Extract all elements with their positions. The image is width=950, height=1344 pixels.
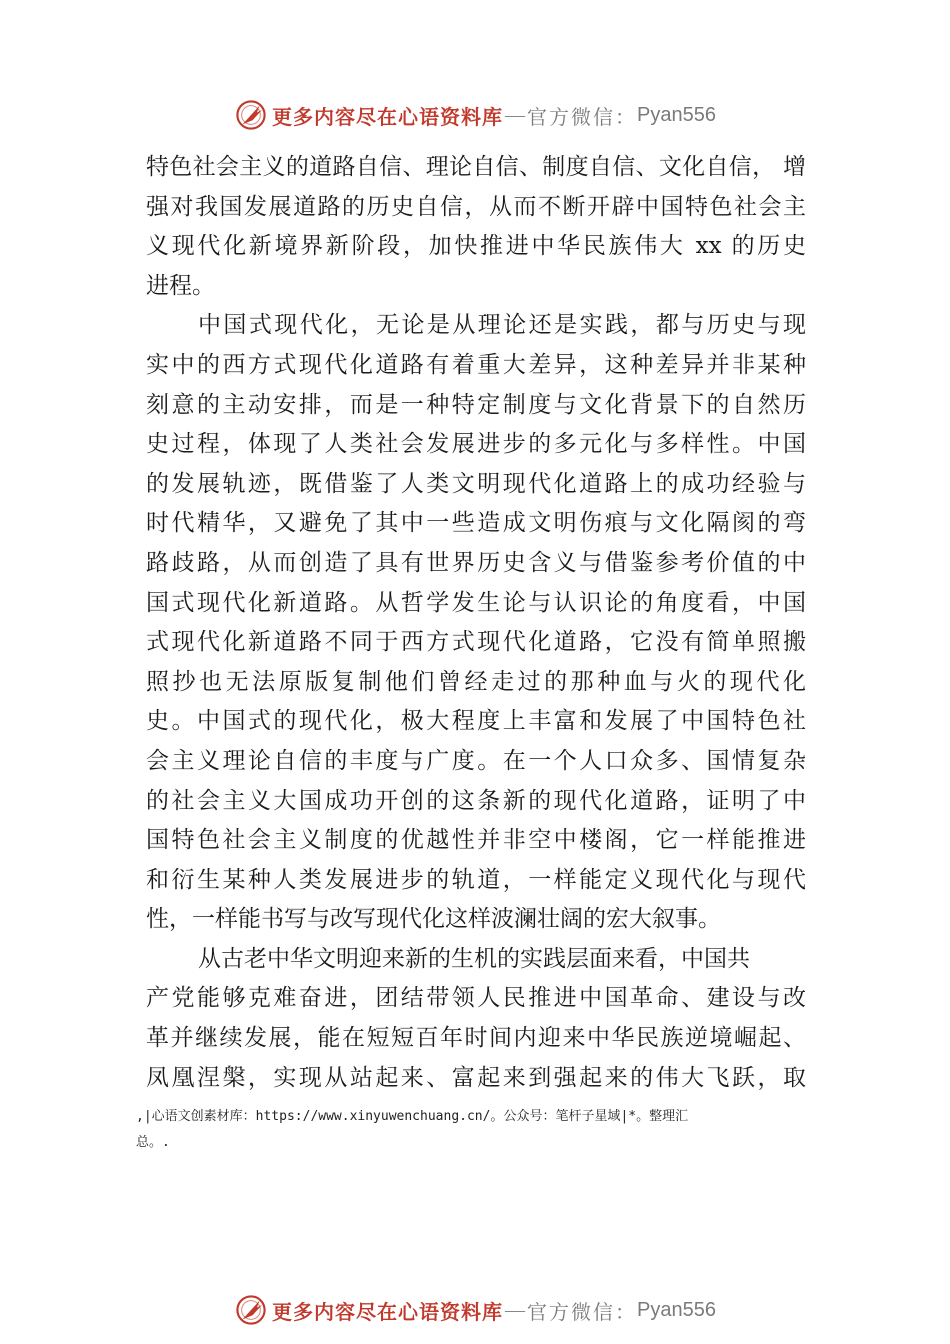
banner-main-text: 更多内容尽在心语资料库	[272, 106, 504, 129]
header-banner	[0, 95, 950, 135]
text-line: 路歧路，从而创造了具有世界历史含义与借鉴参考价值的中	[146, 549, 806, 576]
banner-account: Pyan556	[637, 1298, 716, 1321]
text-line: 性，一样能书写与改写现代化这样波澜壮阔的宏大叙事。	[146, 906, 721, 933]
text-line: 国式现代化新道路。从哲学发生论与认识论的角度看，中国	[146, 589, 806, 616]
text-line: 产党能够克难奋进，团结带领人民推进中国革命、建设与改	[146, 985, 806, 1012]
banner-account: Pyan556	[637, 103, 716, 126]
text-line: 的社会主义大国成功开创的这条新的现代化道路，证明了中	[146, 787, 806, 814]
text-line: 从古老中华文明迎来新的生机的实践层面来看，中国共	[198, 945, 750, 972]
text-line: 特色社会主义的道路自信、理论自信、制度自信、文化自信， 增	[146, 154, 806, 180]
text-line: 强对我国发展道路的历史自信，从而不断开辟中国特色社会主	[146, 193, 806, 220]
text-line: 凤凰涅槃，实现从站起来、富起来到强起来的伟大飞跃，取	[146, 1064, 806, 1091]
text-line: 会主义理论自信的丰度与广度。在一个人口众多、国情复杂	[146, 747, 806, 774]
text-line: 革并继续发展，能在短短百年时间内迎来中华民族逆境崛起、	[146, 1025, 806, 1052]
text-line: 义现代化新境界新阶段，加快推进中华民族伟大 xx 的历史	[146, 233, 806, 260]
text-line: 中国式现代化，无论是从理论还是实践，都与历史与现	[198, 312, 806, 339]
footnote-line: ,|心语文创素材库：https://www.xinyuwenchuang.cn/。公众号：笔杆子星域|*。整理汇	[136, 1109, 689, 1124]
text-line: 史。中国式的现代化，极大程度上丰富和发展了中国特色社	[146, 708, 806, 735]
text-line: 进程。	[146, 272, 215, 299]
banner-secondary-text: 官方微信：	[527, 1301, 638, 1324]
text-line: 时代精华，又避免了其中一些造成文明伤痕与文化隔阂的弯	[146, 510, 806, 537]
footnote-line: 总。.	[136, 1135, 170, 1150]
banner-separator: —	[505, 1298, 526, 1321]
quill-logo-icon	[234, 98, 268, 132]
document-body	[146, 148, 806, 1098]
source-footnote	[136, 1104, 826, 1156]
text-line: 国特色社会主义制度的优越性并非空中楼阁，它一样能推进	[146, 827, 806, 854]
text-line: 和衍生某种人类发展进步的轨道，一样能定义现代化与现代	[146, 866, 806, 893]
text-line: 刻意的主动安排，而是一种特定制度与文化背景下的自然历	[146, 391, 806, 418]
quill-logo-icon	[234, 1293, 268, 1327]
text-line: 式现代化新道路不同于西方式现代化道路，它没有简单照搬	[146, 629, 806, 656]
text-line: 史过程，体现了人类社会发展进步的多元化与多样性。中国	[146, 431, 806, 458]
text-line: 的发展轨迹，既借鉴了人类文明现代化道路上的成功经验与	[146, 470, 806, 497]
text-line: 照抄也无法原版复制他们曾经走过的那种血与火的现代化	[146, 668, 806, 695]
footer-banner	[0, 1290, 950, 1330]
banner-secondary-text: 官方微信：	[527, 106, 638, 129]
text-line: 实中的西方式现代化道路有着重大差异，这种差异并非某种	[146, 351, 806, 378]
banner-main-text: 更多内容尽在心语资料库	[272, 1301, 504, 1324]
banner-separator: —	[505, 103, 526, 126]
